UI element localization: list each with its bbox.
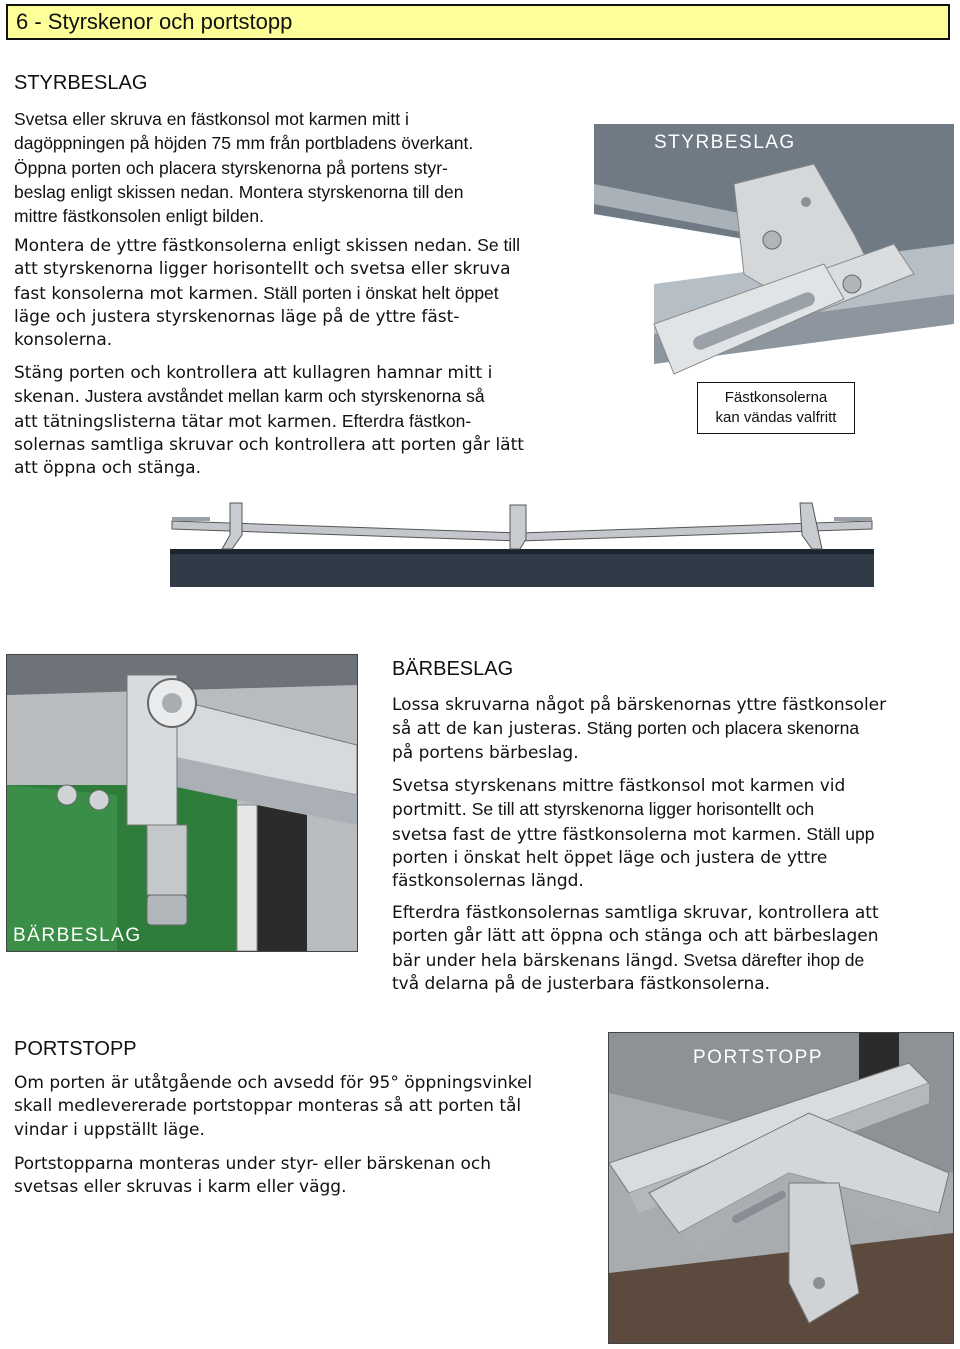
portstopp-figure bbox=[608, 1032, 954, 1344]
barbeslag-figure bbox=[6, 654, 358, 952]
styrbeslag-paragraph-3: Stäng porten och kontrollera att kullagren hamnar mitt i skenan. Justera avståndet mellan karm och styrskenorna så att tätningslisterna tätar mot karmen. Efterdra fästkon- solernas samtliga skruvar och kontrollera att porten går lätt att öppna och stänga. bbox=[14, 363, 524, 479]
barbeslag-illustration bbox=[7, 655, 357, 951]
callout-line-1: Fästkonsolerna bbox=[724, 389, 828, 406]
barbeslag-heading: BÄRBESLAG bbox=[392, 658, 514, 680]
portstopp-paragraph-1: Om porten är utåtgående och avsedd för 95° öppningsvinkel skall medlevererade portstoppar monteras så att porten tål vindar i uppställt läge. bbox=[14, 1073, 533, 1140]
styrbeslag-illustration bbox=[594, 124, 954, 408]
portstopp-illustration bbox=[609, 1033, 953, 1343]
rail-sketch-illustration bbox=[170, 495, 874, 587]
portstopp-paragraph-2: Portstopparna monteras under styr- eller bärskenan och svetsas eller skruvas i karm eller vägg. bbox=[14, 1154, 492, 1198]
styrbeslag-figure bbox=[594, 124, 954, 408]
styrbeslag-paragraph-2: Montera de yttre fästkonsolerna enligt skissen nedan. Se till att styrskenorna ligger horisontellt och svetsa eller skruva fast konsolerna mot karmen. Ställ porten i önskat helt öppet läge och justera styrskenornas läge på de yttre fäst- konsolerna. bbox=[14, 235, 520, 351]
styrbeslag-figure-label: STYRBESLAG bbox=[654, 132, 796, 153]
barbeslag-paragraph-1: Lossa skruvarna något på bärskenornas yttre fästkonsoler så att de kan justeras. Stäng porten och placera skenorna på portens bärbeslag. bbox=[392, 695, 887, 763]
callout-line-2: kan vändas valfritt bbox=[715, 409, 837, 426]
barbeslag-paragraph-2: Svetsa styrskenans mittre fästkonsol mot karmen vid portmitt. Se till att styrskenorna ligger horisontellt och svetsa fast de yttre fästkonsolerna mot karmen. Ställ upp porten i önskat helt öppet läge och justera de yttre fästkonsolernas längd. bbox=[392, 776, 875, 892]
page-title: 6 - Styrskenor och portstopp bbox=[6, 4, 950, 40]
barbeslag-paragraph-3: Efterdra fästkonsolernas samtliga skruvar, kontrollera att porten går lätt att öppna och stänga och att bärbeslagen bär under hela bärskenans längd. Svetsa därefter ihop de två delarna på de justerbara fästkonsolerna. bbox=[392, 903, 879, 994]
barbeslag-figure-label: BÄRBESLAG bbox=[13, 925, 142, 946]
rail-sketch-figure bbox=[170, 495, 874, 587]
portstopp-heading: PORTSTOPP bbox=[14, 1038, 137, 1060]
styrbeslag-heading: STYRBESLAG bbox=[14, 72, 148, 94]
portstopp-figure-label: PORTSTOPP bbox=[693, 1047, 823, 1068]
styrbeslag-paragraph-1: Svetsa eller skruva en fästkonsol mot karmen mitt i dagöppningen på höjden 75 mm från portbladens överkant. Öppna porten och placera styrskenorna på portens styr- beslag enligt skissen nedan. Montera styrskenorna till den mittre fästkonsolen enligt bilden. bbox=[14, 109, 474, 227]
fastkonsol-callout bbox=[697, 382, 855, 434]
